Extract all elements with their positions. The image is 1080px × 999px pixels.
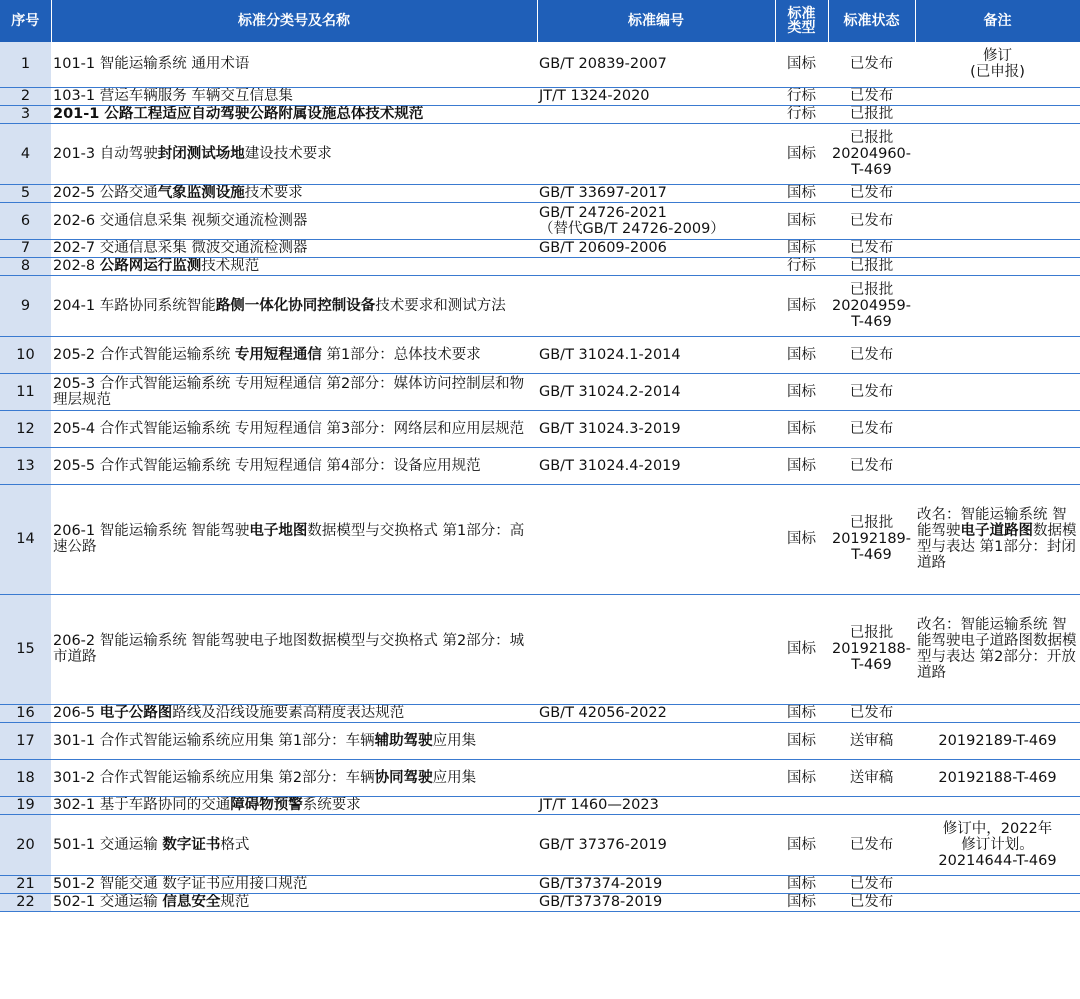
standard-name-part: 206-2 智能运输系统 智能驾驶电子地图数据模型与交换格式 第2部分：城市道路 (53, 633, 525, 665)
standard-status (828, 87, 915, 105)
standard-status (828, 257, 915, 275)
row-number: 10 (0, 336, 51, 373)
standard-status-line: T-469 (851, 313, 892, 330)
standard-code (537, 410, 775, 447)
standard-name (51, 814, 537, 875)
standard-status-line: 已发布 (849, 240, 894, 256)
standard-name (51, 447, 537, 484)
standard-name-part: 101-1 智能运输系统 通用术语 (53, 56, 250, 73)
table-row (0, 257, 1080, 275)
standard-status-line: T-469 (851, 547, 892, 563)
standard-status (828, 105, 915, 123)
header-type-line2: 类型 (787, 20, 816, 36)
standard-name-part: 301-1 合作式智能运输系统应用集 第1部分：车辆 (53, 732, 375, 749)
standard-name-part: 电子公路图 (99, 705, 173, 721)
standard-code (537, 275, 775, 336)
standard-note-line: 修订 (983, 48, 1012, 65)
standard-name-part: 103-1 营运车辆服务 车辆交互信息集 (53, 88, 293, 104)
standard-status-line: 已报批 (849, 625, 894, 641)
standard-name-part: 辅助驾驶 (374, 732, 433, 749)
standard-type: 国标 (775, 594, 828, 704)
standard-status-line: 已报批 (849, 106, 894, 122)
standard-status-line: 已发布 (849, 705, 894, 721)
standard-name-part: 205-4 合作式智能运输系统 专用短程通信 第3部分：网络层和应用层规范 (53, 420, 525, 437)
standard-status-line: 20204959- (831, 297, 912, 314)
standard-name-part: 应用集 (432, 732, 477, 749)
standard-name (51, 239, 537, 257)
standard-status-line: T-469 (851, 161, 892, 178)
standard-note (915, 484, 1080, 594)
standard-type: 行标 (775, 87, 828, 105)
standard-note (915, 410, 1080, 447)
standard-name-part: 501-2 智能交通 数字证书应用接口规范 (53, 876, 308, 892)
standard-type: 国标 (775, 202, 828, 239)
standard-name-part: 电子地图 (249, 523, 308, 539)
standard-type: 行标 (775, 105, 828, 123)
standard-name (51, 722, 537, 759)
standard-note (915, 722, 1080, 759)
standard-name (51, 87, 537, 105)
standard-note (915, 257, 1080, 275)
standard-status-line: 已发布 (849, 420, 894, 437)
standard-name-part: 第1部分：总体技术要求 (321, 346, 481, 363)
standard-code-line: GB/T 31024.2-2014 (539, 383, 681, 400)
table-row (0, 87, 1080, 105)
standard-note (915, 875, 1080, 893)
standard-status-line: 已发布 (849, 346, 894, 363)
standard-name-part: 应用集 (432, 769, 477, 786)
standard-code (537, 875, 775, 893)
standard-code (537, 373, 775, 410)
standard-name (51, 42, 537, 87)
standard-name (51, 184, 537, 202)
standard-note-part: 电子道路图 (960, 523, 1033, 539)
standard-name-part: 信息安全 (162, 894, 221, 910)
standard-note-part: 改名：智能运输系统 智能驾驶 (917, 507, 1067, 539)
standard-note (915, 447, 1080, 484)
table-row (0, 373, 1080, 410)
standard-note (915, 594, 1080, 704)
standard-note-line: 20214644-T-469 (938, 852, 1057, 869)
standard-type: 国标 (775, 704, 828, 722)
row-number: 14 (0, 484, 51, 594)
standard-code-line: GB/T 42056-2022 (539, 705, 667, 721)
standard-note (915, 275, 1080, 336)
table-row (0, 184, 1080, 202)
standard-status-line: 已发布 (849, 56, 894, 73)
standard-note-line: 20192188-T-469 (938, 769, 1057, 786)
standard-note (915, 704, 1080, 722)
header-status: 标准状态 (828, 0, 915, 42)
table-row (0, 875, 1080, 893)
row-number: 18 (0, 759, 51, 796)
standard-note-line: (已申报) (970, 64, 1025, 81)
standard-type: 国标 (775, 484, 828, 594)
standard-status (828, 759, 915, 796)
standard-type: 国标 (775, 722, 828, 759)
standard-note (915, 184, 1080, 202)
standard-status (828, 484, 915, 594)
standard-status (828, 704, 915, 722)
standard-code (537, 184, 775, 202)
standard-name (51, 202, 537, 239)
standard-type: 国标 (775, 410, 828, 447)
table-row (0, 275, 1080, 336)
row-number: 20 (0, 814, 51, 875)
standard-name-part: 202-5 公路交通 (53, 185, 158, 201)
table-header-row (0, 0, 1080, 42)
standard-status (828, 373, 915, 410)
standard-name (51, 759, 537, 796)
standard-type: 国标 (775, 275, 828, 336)
row-number: 8 (0, 257, 51, 275)
standard-status (828, 722, 915, 759)
standard-type: 国标 (775, 759, 828, 796)
standard-name (51, 275, 537, 336)
header-type-line1: 标准 (787, 6, 816, 22)
standard-status-line: 已发布 (849, 185, 894, 201)
header-name: 标准分类号及名称 (51, 0, 537, 42)
standard-status (828, 239, 915, 257)
standard-name (51, 704, 537, 722)
standard-status-line: 已发布 (849, 212, 894, 229)
row-number: 9 (0, 275, 51, 336)
standard-note (915, 123, 1080, 184)
standard-name (51, 257, 537, 275)
standard-name-part: 206-1 智能运输系统 智能驾驶 (53, 523, 250, 539)
header-note: 备注 (915, 0, 1080, 42)
standard-code-line: （替代GB/T 24726-2009） (539, 220, 725, 237)
standard-name-part: 技术要求 (244, 185, 303, 201)
standard-status (828, 336, 915, 373)
table-row (0, 722, 1080, 759)
standard-code (537, 239, 775, 257)
standard-code-line: GB/T 31024.1-2014 (539, 346, 681, 363)
standard-code (537, 87, 775, 105)
standard-note-part: 改名：智能运输系统 智能驾驶电子道路图数据模型与表达 第2部分：开放道路 (917, 617, 1077, 681)
standard-status-line: 已报批 (849, 515, 894, 531)
standard-code-line: JT/T 1460—2023 (539, 797, 659, 813)
standard-code-line: GB/T37378-2019 (539, 894, 663, 910)
row-number: 13 (0, 447, 51, 484)
standard-status (828, 410, 915, 447)
standard-status (828, 447, 915, 484)
standard-code (537, 759, 775, 796)
standard-status-line: 已发布 (849, 383, 894, 400)
standard-name (51, 410, 537, 447)
row-number: 6 (0, 202, 51, 239)
standard-note (915, 373, 1080, 410)
standard-name-part: 建设技术要求 (244, 145, 332, 162)
standard-name (51, 336, 537, 373)
standard-code-line: GB/T37374-2019 (539, 876, 663, 892)
standard-code (537, 123, 775, 184)
standard-type: 国标 (775, 184, 828, 202)
table-row (0, 893, 1080, 911)
standard-note (915, 759, 1080, 796)
standard-name-part: 公路网运行监测 (99, 258, 202, 274)
standard-code-line: GB/T 20609-2006 (539, 240, 667, 256)
standard-name-part: 201-3 自动驾驶 (53, 145, 158, 162)
standard-status (828, 123, 915, 184)
standard-status (828, 893, 915, 911)
standard-status-line: 20192189- (831, 531, 912, 547)
standard-code (537, 336, 775, 373)
standard-name-part: 数字证书 (162, 836, 221, 853)
table-row (0, 814, 1080, 875)
row-number: 11 (0, 373, 51, 410)
row-number: 5 (0, 184, 51, 202)
table-row (0, 123, 1080, 184)
standard-note (915, 336, 1080, 373)
standard-name-part: 协同驾驶 (374, 769, 433, 786)
header-code: 标准编号 (537, 0, 775, 42)
standard-name-part: 技术要求和测试方法 (375, 297, 506, 314)
standard-code (537, 893, 775, 911)
standard-name-part: 格式 (220, 836, 250, 853)
row-number: 4 (0, 123, 51, 184)
row-number: 17 (0, 722, 51, 759)
standard-note (915, 105, 1080, 123)
standard-note-line: 修订计划。 (961, 836, 1034, 853)
standard-name-part: 204-1 车路协同系统智能 (53, 297, 216, 314)
standard-code (537, 814, 775, 875)
header-no: 序号 (0, 0, 51, 42)
standard-status-line: T-469 (851, 657, 892, 673)
standard-status-line: 已报批 (849, 129, 894, 146)
standard-note-line: 修订中，2022年 (942, 820, 1053, 837)
table-row (0, 759, 1080, 796)
row-number: 12 (0, 410, 51, 447)
standard-code-line: GB/T 37376-2019 (539, 836, 667, 853)
table-row (0, 447, 1080, 484)
standard-status (828, 184, 915, 202)
standard-name-part: 502-1 交通运输 (53, 894, 163, 910)
standard-type: 国标 (775, 814, 828, 875)
standard-status (828, 875, 915, 893)
standard-name-part: 专用短程通信 (234, 346, 322, 363)
standard-note (915, 239, 1080, 257)
standard-status-line: 已发布 (849, 88, 894, 104)
standard-code (537, 105, 775, 123)
standard-status (828, 275, 915, 336)
standard-type: 国标 (775, 447, 828, 484)
standard-type: 国标 (775, 875, 828, 893)
standard-code (537, 484, 775, 594)
standard-name (51, 373, 537, 410)
standard-status-line: 送审稿 (849, 769, 894, 786)
standard-code-line: JT/T 1324-2020 (539, 88, 650, 104)
standard-code-line: GB/T 33697-2017 (539, 185, 667, 201)
table-row (0, 410, 1080, 447)
standard-status (828, 796, 915, 814)
table-row (0, 594, 1080, 704)
standard-type: 国标 (775, 239, 828, 257)
standard-code (537, 257, 775, 275)
standard-code-line: GB/T 31024.4-2019 (539, 457, 681, 474)
standard-name (51, 893, 537, 911)
standard-type: 国标 (775, 373, 828, 410)
table-row (0, 796, 1080, 814)
standard-name-part: 205-2 合作式智能运输系统 (53, 346, 235, 363)
header-type (775, 0, 828, 42)
standard-type: 国标 (775, 336, 828, 373)
standard-note (915, 42, 1080, 87)
row-number: 19 (0, 796, 51, 814)
row-number: 22 (0, 893, 51, 911)
standard-name-part: 数据模型与交换格式 第1部分：高速公路 (53, 523, 525, 555)
standard-name-part: 301-2 合作式智能运输系统应用集 第2部分：车辆 (53, 769, 375, 786)
standard-name-part: 路侧一体化协同控制设备 (215, 297, 376, 314)
standard-status (828, 814, 915, 875)
standard-note (915, 893, 1080, 911)
standard-code (537, 704, 775, 722)
standard-name (51, 875, 537, 893)
standard-name (51, 484, 537, 594)
standard-type: 国标 (775, 893, 828, 911)
standard-name (51, 105, 537, 123)
standard-status-line: 20192188- (831, 641, 912, 657)
standard-status-line: 已发布 (849, 457, 894, 474)
standard-name-part: 系统要求 (302, 797, 361, 813)
standard-code (537, 447, 775, 484)
standard-name-part: 206-5 (53, 705, 100, 721)
row-number: 21 (0, 875, 51, 893)
standard-type (775, 796, 828, 814)
standard-type: 国标 (775, 42, 828, 87)
standard-status-line: 已报批 (849, 258, 894, 274)
standard-name-part: 501-1 交通运输 (53, 836, 163, 853)
standard-code (537, 796, 775, 814)
standard-note (915, 202, 1080, 239)
standard-name-part: 202-6 交通信息采集 视频交通流检测器 (53, 212, 308, 229)
standard-status (828, 594, 915, 704)
standard-name-part: 202-7 交通信息采集 微波交通流检测器 (53, 240, 308, 256)
standard-name-part: 封闭测试场地 (157, 145, 245, 162)
standard-name-part: 气象监测设施 (157, 185, 245, 201)
table-row (0, 202, 1080, 239)
row-number: 2 (0, 87, 51, 105)
row-number: 7 (0, 239, 51, 257)
standard-code-line: GB/T 31024.3-2019 (539, 420, 681, 437)
table-row (0, 239, 1080, 257)
standard-note-part: 数据模型与表达 第1部分：封闭道路 (917, 523, 1077, 571)
standard-name-part: 技术规范 (201, 258, 260, 274)
table-row (0, 704, 1080, 722)
standard-status-line: 20204960- (831, 145, 912, 162)
standard-name-part: 205-5 合作式智能运输系统 专用短程通信 第4部分：设备应用规范 (53, 457, 481, 474)
standard-note (915, 87, 1080, 105)
row-number: 16 (0, 704, 51, 722)
standard-type: 国标 (775, 123, 828, 184)
standard-note-line: 20192189-T-469 (938, 732, 1057, 749)
standard-name (51, 796, 537, 814)
standard-name (51, 123, 537, 184)
standard-note (915, 814, 1080, 875)
standard-name-part: 202-8 (53, 258, 100, 274)
standard-name-part: 302-1 基于车路协同的交通 (53, 797, 231, 813)
standard-note (915, 796, 1080, 814)
row-number: 1 (0, 42, 51, 87)
standard-code-line: GB/T 20839-2007 (539, 56, 667, 73)
standard-status-line: 已发布 (849, 876, 894, 892)
standard-status-line: 已发布 (849, 836, 894, 853)
table-body (0, 42, 1080, 911)
standard-code (537, 722, 775, 759)
standard-type: 行标 (775, 257, 828, 275)
table-row (0, 105, 1080, 123)
standard-status (828, 42, 915, 87)
standard-status (828, 202, 915, 239)
standard-name-part: 规范 (220, 894, 250, 910)
standard-name-part: 路线及沿线设施要素高精度表达规范 (172, 705, 405, 721)
standard-status-line: 送审稿 (849, 732, 894, 749)
table-row (0, 336, 1080, 373)
standard-code (537, 202, 775, 239)
table-row (0, 484, 1080, 594)
table-row (0, 42, 1080, 87)
standard-status-line: 已报批 (849, 281, 894, 298)
standard-name-part: 201-1 公路工程适应自动驾驶公路附属设施总体技术规范 (53, 106, 424, 122)
standard-name-part: 障碍物预警 (230, 797, 303, 813)
standard-code (537, 42, 775, 87)
standard-name-part: 205-3 合作式智能运输系统 专用短程通信 第2部分：媒体访问控制层和物理层规范 (53, 375, 525, 408)
row-number: 3 (0, 105, 51, 123)
standard-code-line: GB/T 24726-2021 (539, 204, 667, 221)
standard-name (51, 594, 537, 704)
standard-code (537, 594, 775, 704)
row-number: 15 (0, 594, 51, 704)
standard-status-line: 已发布 (849, 894, 894, 910)
